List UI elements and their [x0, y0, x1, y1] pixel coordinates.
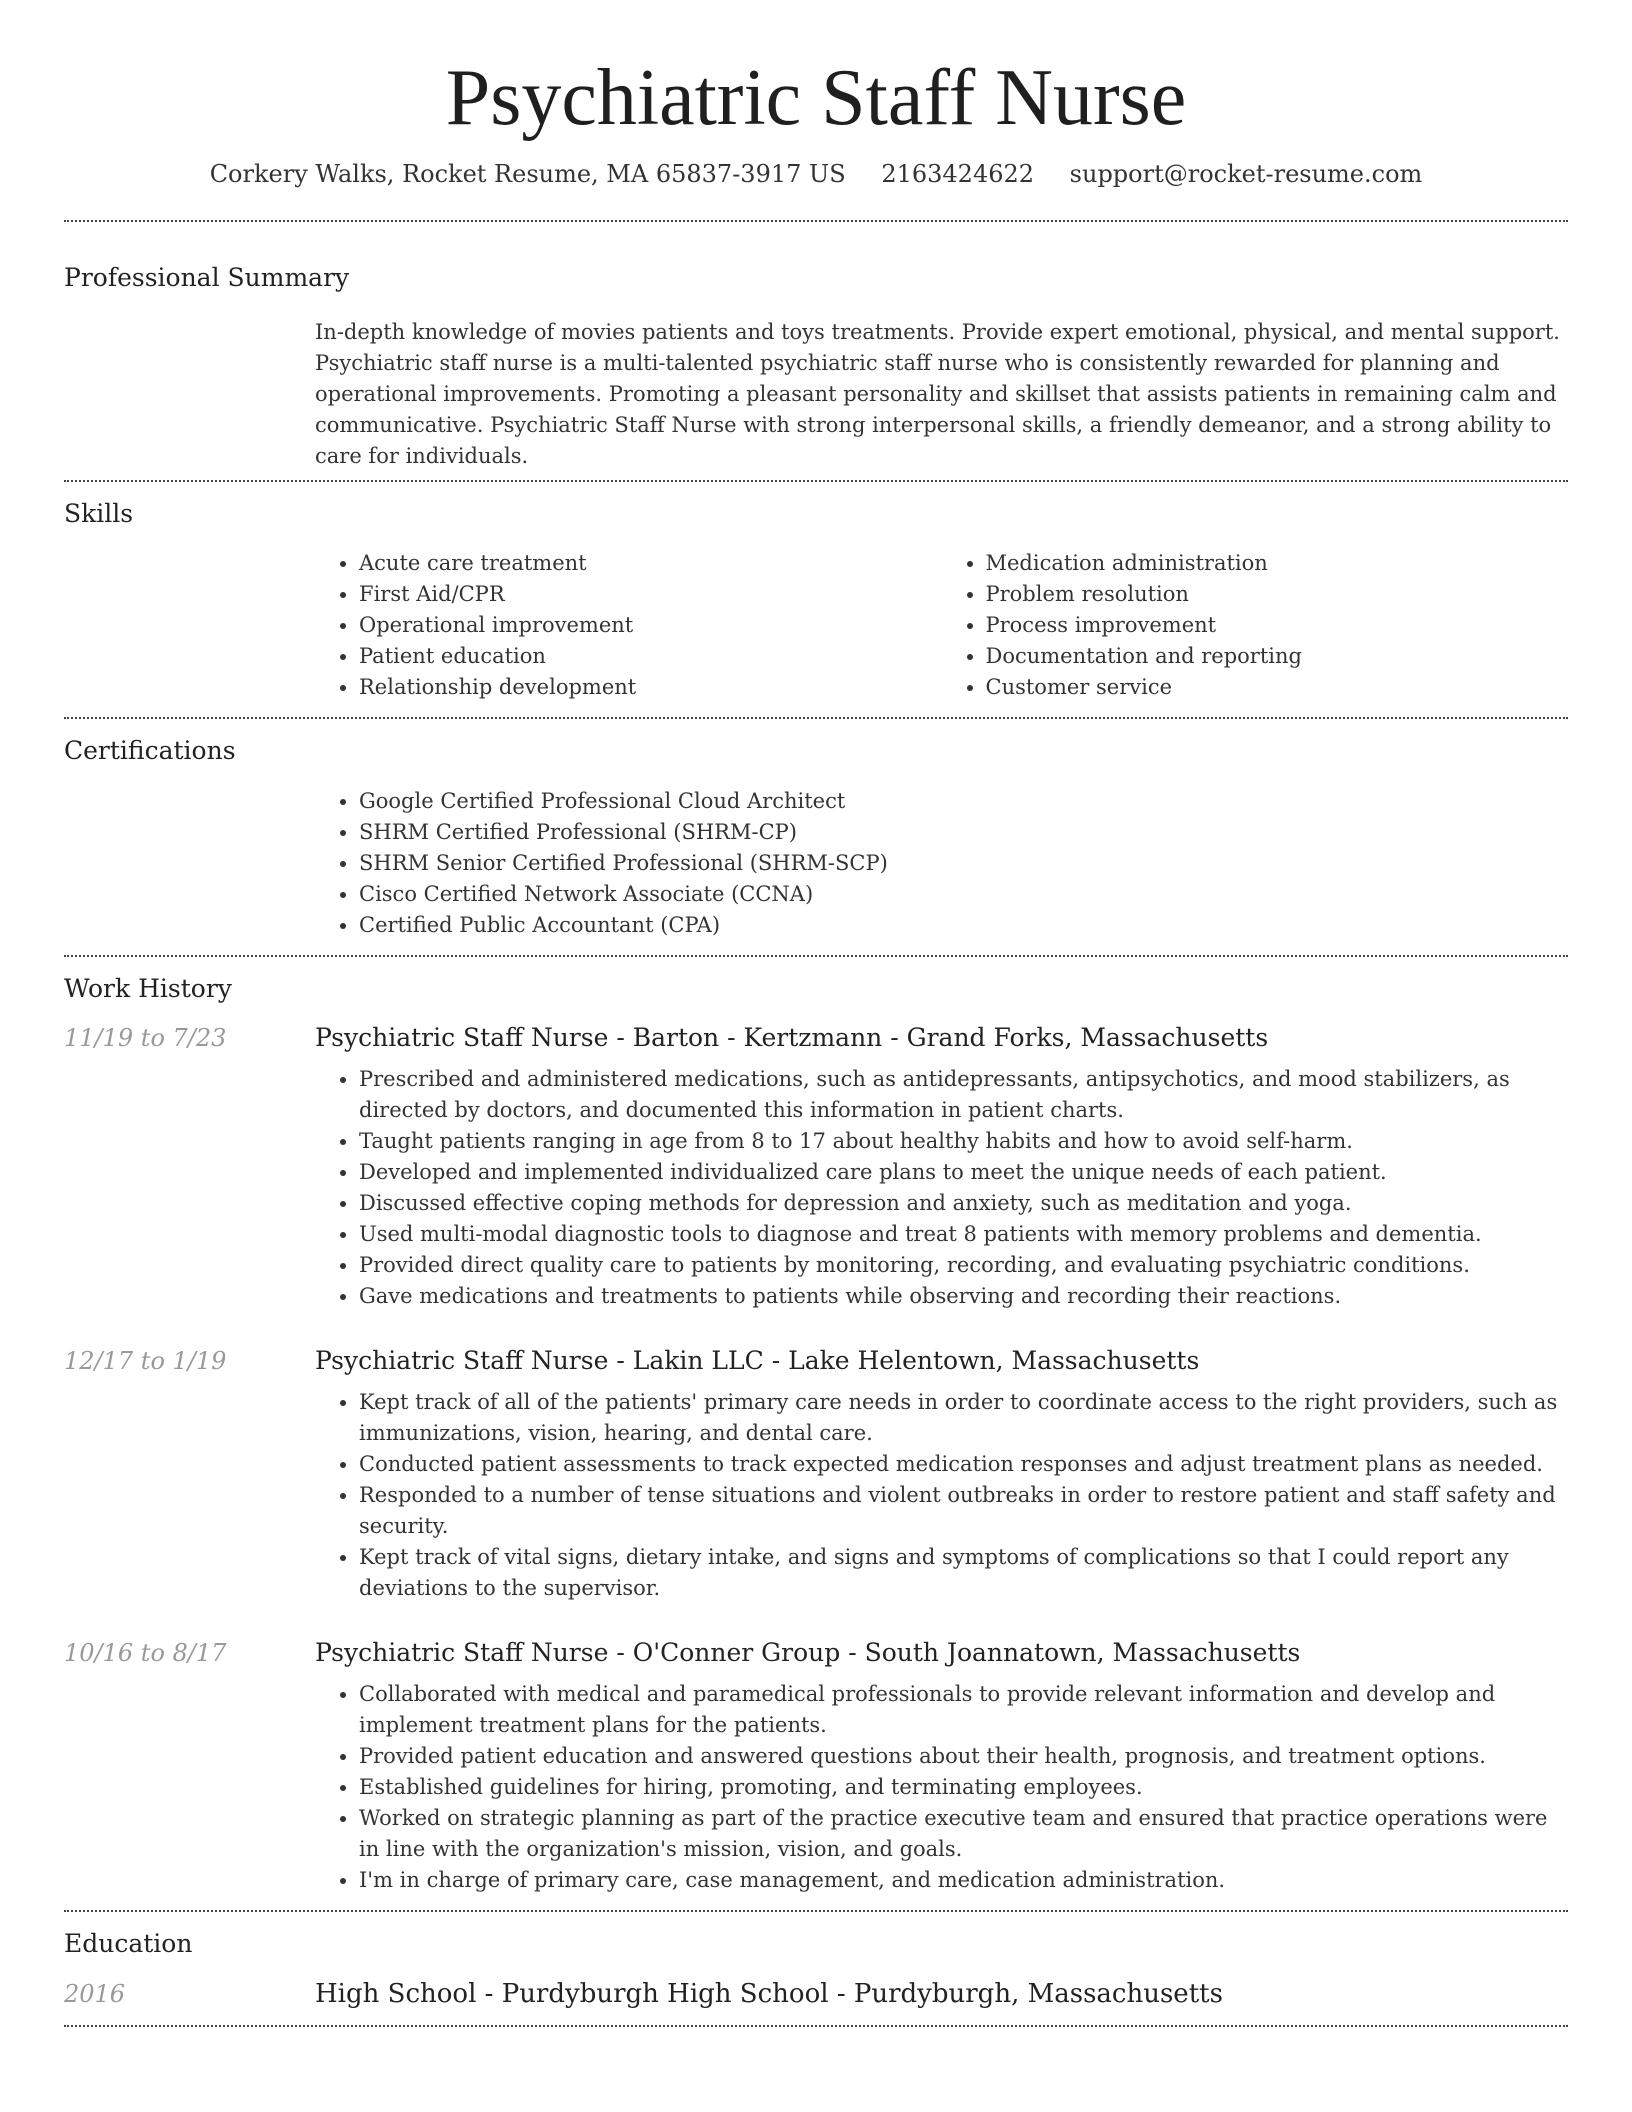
summary-section: [64, 222, 1568, 472]
certification-item: • Certified Public Accountant (CPA): [359, 910, 1568, 941]
job-bullet: • Provided patient education and answered questions about their health, prognosis, and treatment options.: [359, 1741, 1568, 1772]
job-entry: [64, 1346, 1568, 1604]
job-bullet: • Taught patients ranging in age from 8 to 17 about healthy habits and how to avoid self-harm.: [359, 1126, 1568, 1157]
job-header: [64, 1023, 1568, 1052]
job-dates: 10/16 to 8/17: [64, 1639, 227, 1667]
job-bullet-list: [315, 1387, 1568, 1604]
skill-item: • First Aid/CPR: [359, 579, 942, 610]
candidate-name: Psychiatric Staff Nurse: [445, 54, 1187, 142]
skill-item: • Problem resolution: [986, 579, 1569, 610]
certifications-list: [315, 786, 1568, 941]
skill-item: • Process improvement: [986, 610, 1569, 641]
job-bullet: • I'm in charge of primary care, case management, and medication administration.: [359, 1865, 1568, 1896]
skill-item: • Patient education: [359, 641, 942, 672]
job-bullet: • Worked on strategic planning as part of the practice executive team and ensured that practice operations were in line with the organization's mission, vision, and goals.: [359, 1803, 1568, 1865]
skills-section: [64, 482, 1568, 704]
certifications-section: [64, 719, 1568, 941]
section-title-skills: Skills: [64, 498, 134, 528]
education-section: [64, 1912, 1568, 2009]
job-header: [64, 1638, 1568, 1667]
job-bullet: • Conducted patient assessments to track expected medication responses and adjust treatment plans as needed.: [359, 1449, 1568, 1480]
job-bullet: • Provided direct quality care to patients by monitoring, recording, and evaluating psychiatric conditions.: [359, 1250, 1568, 1281]
skill-item: • Customer service: [986, 672, 1569, 703]
job-bullet: • Used multi-modal diagnostic tools to diagnose and treat 8 patients with memory problems and dementia.: [359, 1219, 1568, 1250]
job-bullets: [315, 1679, 1568, 1896]
job-header: [64, 1346, 1568, 1375]
section-title-education: Education: [64, 1929, 193, 1958]
job-title: Psychiatric Staff Nurse - Lakin LLC - Lake Helentown, Massachusetts: [315, 1346, 1200, 1375]
job-bullet: • Kept track of vital signs, dietary intake, and signs and symptoms of complications so that I could report any deviations to the supervisor.: [359, 1542, 1568, 1604]
section-title-work: Work History: [64, 973, 232, 1003]
job-dates: 11/19 to 7/23: [64, 1024, 227, 1052]
work-history-section: [64, 957, 1568, 1897]
section-title-summary: Professional Summary: [64, 263, 350, 292]
section-title-certifications: Certifications: [64, 736, 236, 765]
summary-text: In-depth knowledge of movies patients and toys treatments. Provide expert emotional, physical, and mental support. Psychiatric staff nurse is a multi-talented psychiatric staff nurse who is consistently rewarded for planning and operational improvements. Promoting a pleasant personality and skillset that assists patients in remaining calm and communicative. Psychiatric Staff Nurse with strong interpersonal skills, a friendly demeanor, and a strong ability to care for individuals.: [315, 319, 1560, 468]
skills-list-right: [942, 548, 1569, 703]
job-dates: 12/17 to 1/19: [64, 1347, 227, 1375]
job-title: Psychiatric Staff Nurse - Barton - Kertzmann - Grand Forks, Massachusetts: [315, 1023, 1269, 1052]
job-entry: [64, 1638, 1568, 1896]
job-bullets: [315, 1387, 1568, 1604]
skill-item: • Documentation and reporting: [986, 641, 1569, 672]
job-bullet-list: [315, 1679, 1568, 1896]
job-title: Psychiatric Staff Nurse - O'Conner Group - South Joannatown, Massachusetts: [315, 1638, 1301, 1667]
job-bullet: • Established guidelines for hiring, promoting, and terminating employees.: [359, 1772, 1568, 1803]
skill-item: • Acute care treatment: [359, 548, 942, 579]
contact-line: [64, 160, 1568, 188]
contact-address: Corkery Walks, Rocket Resume, MA 65837-3917 US: [209, 160, 846, 188]
education-school: High School - Purdyburgh High School - Purdyburgh, Massachusetts: [315, 1978, 1223, 2009]
certification-item: • SHRM Certified Professional (SHRM-CP): [359, 817, 1568, 848]
job-entry: [64, 1023, 1568, 1312]
certification-item: • Google Certified Professional Cloud Architect: [359, 786, 1568, 817]
skill-item: • Operational improvement: [359, 610, 942, 641]
job-bullet: • Gave medications and treatments to patients while observing and recording their reactions.: [359, 1281, 1568, 1312]
job-bullets: [315, 1064, 1568, 1312]
divider: [64, 2025, 1568, 2027]
skill-item: • Relationship development: [359, 672, 942, 703]
job-bullet: • Kept track of all of the patients' primary care needs in order to coordinate access to the right providers, such as immunizations, vision, hearing, and dental care.: [359, 1387, 1568, 1449]
certifications-block: [315, 786, 1568, 941]
skills-columns: [315, 548, 1568, 703]
job-bullet: • Discussed effective coping methods for depression and anxiety, such as meditation and yoga.: [359, 1188, 1568, 1219]
job-bullet: • Developed and implemented individualized care plans to meet the unique needs of each patient.: [359, 1157, 1568, 1188]
job-bullet-list: [315, 1064, 1568, 1312]
skills-list-left: [315, 548, 942, 703]
contact-email: support@rocket-resume.com: [1069, 160, 1423, 188]
certification-item: • SHRM Senior Certified Professional (SHRM-SCP): [359, 848, 1568, 879]
education-year: 2016: [64, 1979, 126, 2008]
job-bullet: • Prescribed and administered medications, such as antidepressants, antipsychotics, and mood stabilizers, as directed by doctors, and documented this information in patient charts.: [359, 1064, 1568, 1126]
certification-item: • Cisco Certified Network Associate (CCNA): [359, 879, 1568, 910]
skill-item: • Medication administration: [986, 548, 1569, 579]
job-bullet: • Responded to a number of tense situations and violent outbreaks in order to restore patient and staff safety and security.: [359, 1480, 1568, 1542]
job-bullet: • Collaborated with medical and paramedical professionals to provide relevant information and develop and implement treatment plans for the patients.: [359, 1679, 1568, 1741]
contact-phone: 2163424622: [881, 160, 1035, 188]
education-entry: [64, 1979, 1568, 2009]
